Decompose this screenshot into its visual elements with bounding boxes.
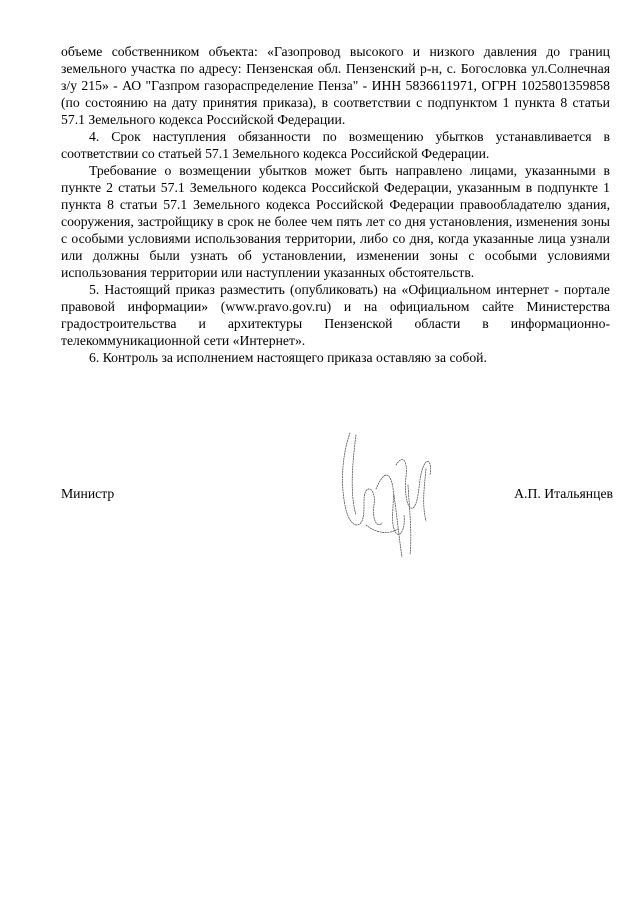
document-body	[61, 43, 610, 366]
paragraph-item-5: 5. Настоящий приказ разместить (опубликовать) на «Официальном интернет - портале правовой информации» (www.pravo.gov.ru) и на официальном сайте Министерства градостроительства и архитектуры Пензенской области в информационно-телекоммуникационной сети «Интернет».	[61, 282, 610, 348]
signer-name: А.П. Итальянцев	[514, 486, 613, 501]
signature-block	[61, 486, 613, 508]
paragraph-damages-claim: Требование о возмещении убытков может быть направлено лицами, указанными в пункте 2 статьи 57.1 Земельного кодекса Российской Федерации, указанным в подпункте 1 пункта 8 статьи 57.1 Земельного кодекса Российской Федерации правообладателю здания, сооружения, застройщику в срок не более чем пять лет со дня установления, изменения зоны с особыми условиями использования территории, либо со дня, когда указанные лица узнали или должны были узнать об установлении, изменении зоны с особыми условиями использования территории или наступлении указанных обстоятельств.	[61, 163, 610, 280]
paragraph-item-4: 4. Срок наступления обязанности по возмещению убытков устанавливается в соответствии со статьей 57.1 Земельного кодекса Российской Федерации.	[61, 129, 610, 161]
signer-position: Министр	[61, 486, 115, 501]
paragraph-item-6: 6. Контроль за исполнением настоящего приказа оставляю за собой.	[89, 350, 487, 365]
paragraph-continuation: объеме собственником объекта: «Газопровод высокого и низкого давления до границ земельного участка по адресу: Пензенская обл. Пензенский р-н, с. Богословка ул.Солнечная з/у 215» - АО "Газпром газораспределение Пенза" - ИНН 5836611971, ОГРН 1025801359858 (по состоянию на дату принятия приказа), в соответствии с подпунктом 1 пункта 8 статьи 57.1 Земельного кодекса Российской Федерации.	[61, 44, 610, 127]
